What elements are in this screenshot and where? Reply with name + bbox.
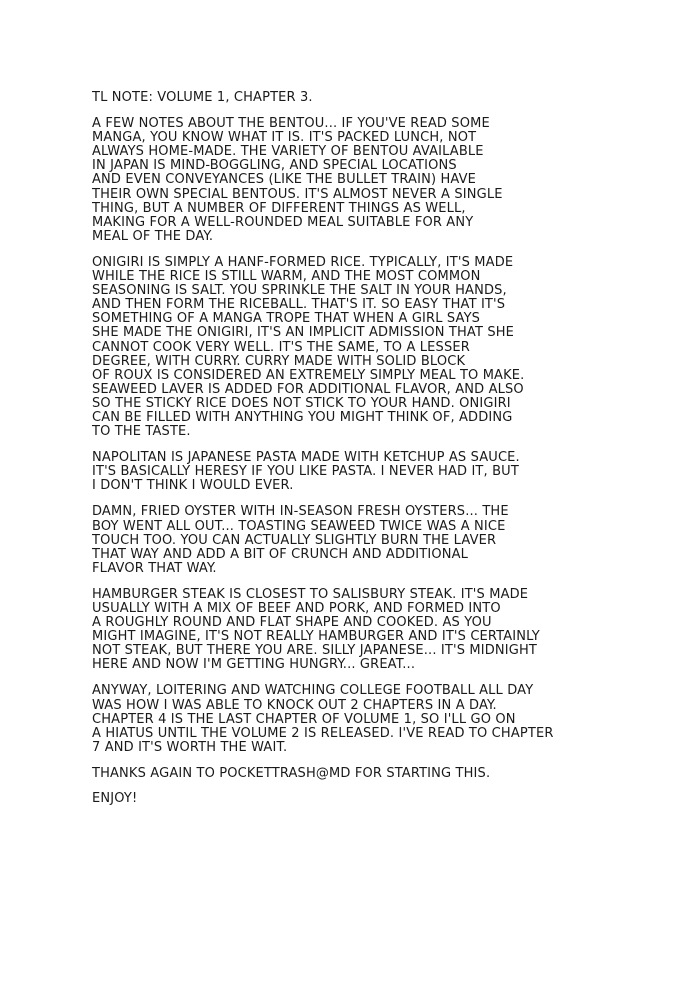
paragraph-napolitan: NAPOLITAN IS JAPANESE PASTA MADE WITH KETCHUP AS SAUCE. IT'S BASICALLY HERESY IF YOU LIKE PASTA. I NEVER HAD IT, BUT I DON'T THINK I WOULD EVER. bbox=[92, 450, 520, 494]
paragraph-hamburger-steak: HAMBURGER STEAK IS CLOSEST TO SALISBURY STEAK. IT'S MADE USUALLY WITH A MIX OF BEEF AND PORK, AND FORMED INTO A ROUGHLY ROUND AND FLAT SHAPE AND COOKED. AS YOU MIGHT IMAGINE, IT'S NOT REALLY HAMBURGER AND IT'S CERTAINLY NOT STEAK, BUT THERE YOU ARE. SILLY JAPANESE... IT'S MIDNIGHT HERE AND NOW I'M GETTING HUNGRY... GREAT... bbox=[92, 586, 540, 673]
translation-note-page bbox=[92, 91, 612, 817]
paragraph-fried-oyster: DAMN, FRIED OYSTER WITH IN-SEASON FRESH OYSTERS... THE BOY WENT ALL OUT... TOASTING SEAWEED TWICE WAS A NICE TOUCH TOO. YOU CAN ACTUALLY SLIGHTLY BURN THE LAVER THAT WAY AND ADD A BIT OF CRUNCH AND ADDITIONAL FLAVOR THAT WAY. bbox=[92, 504, 509, 576]
paragraph-anyway: ANYWAY, LOITERING AND WATCHING COLLEGE FOOTBALL ALL DAY WAS HOW I WAS ABLE TO KNOCK OUT 2 CHAPTERS IN A DAY. CHAPTER 4 IS THE LAST CHAPTER OF VOLUME 1, SO I'LL GO ON A HIATUS UNTIL THE VOLUME 2 IS RELEASED. I'VE READ TO CHAPTER 7 AND IT'S WORTH THE WAIT. bbox=[92, 683, 554, 755]
paragraph-enjoy: ENJOY! bbox=[92, 791, 138, 807]
note-title: TL NOTE: VOLUME 1, CHAPTER 3. bbox=[92, 90, 313, 105]
paragraph-onigiri: ONIGIRI IS SIMPLY A HANF-FORMED RICE. TYPICALLY, IT'S MADE WHILE THE RICE IS STILL WARM, AND THE MOST COMMON SEASONING IS SALT. YOU SPRINKLE THE SALT IN YOUR HANDS, AND THEN FORM THE RICEBALL. THAT'S IT. SO EASY THAT IT'S SOMETHING OF A MANGA TROPE THAT WHEN A GIRL SAYS SHE MADE THE ONIGIRI, IT'S AN IMPLICIT ADMISSION THAT SHE CANNOT COOK VERY WELL. IT'S THE SAME, TO A LESSER DEGREE, WITH CURRY. CURRY MADE WITH SOLID BLOCK OF ROUX IS CONSIDERED AN EXTREMELY SIMPLY MEAL TO MAKE. SEAWEED LAVER IS ADDED FOR ADDITIONAL FLAVOR, AND ALSO SO THE STICKY RICE DOES NOT STICK TO YOUR HAND. ONIGIRI CAN BE FILLED WITH ANYTHING YOU MIGHT THINK OF, ADDING TO THE TASTE. bbox=[92, 254, 525, 440]
paragraph-bentou: A FEW NOTES ABOUT THE BENTOU... IF YOU'VE READ SOME MANGA, YOU KNOW WHAT IT IS. IT'S PACKED LUNCH, NOT ALWAYS HOME-MADE. THE VARIETY OF BENTOU AVAILABLE IN JAPAN IS MIND-BOGGLING, AND SPECIAL LOCATIONS AND EVEN CONVEYANCES (LIKE THE BULLET TRAIN) HAVE THEIR OWN SPECIAL BENTOUS. IT'S ALMOST NEVER A SINGLE THING, BUT A NUMBER OF DIFFERENT THINGS AS WELL, MAKING FOR A WELL-ROUNDED MEAL SUITABLE FOR ANY MEAL OF THE DAY. bbox=[92, 116, 503, 244]
paragraph-thanks: THANKS AGAIN TO POCKETTRASH@MD FOR STARTING THIS. bbox=[92, 765, 491, 781]
